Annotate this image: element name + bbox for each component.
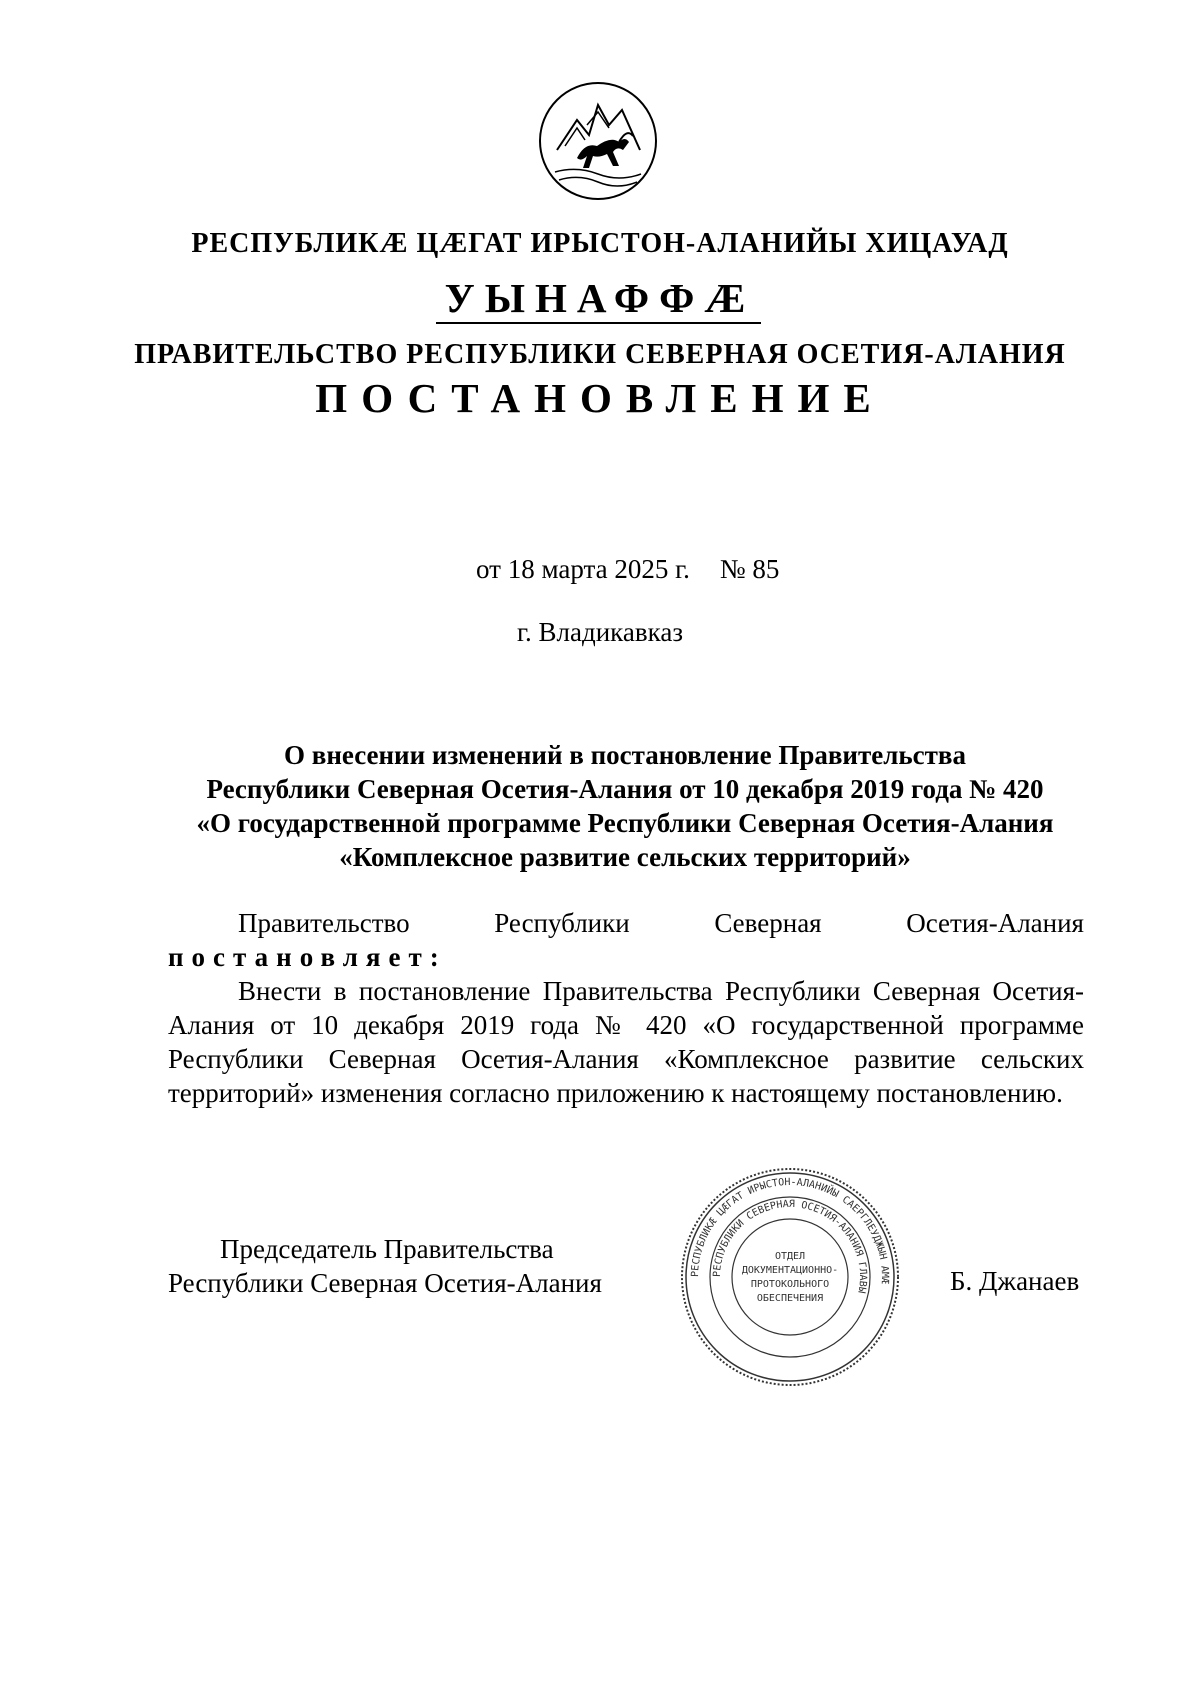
official-seal-icon <box>678 1165 902 1389</box>
city: г. Владикавказ <box>517 617 683 647</box>
preamble-word: Осетия-Алания <box>906 908 1084 938</box>
stamp-center-line: ПРОТОКОЛЬНОГО <box>750 1279 830 1290</box>
document-title <box>160 738 1090 874</box>
title-line: Республики Северная Осетия-Алания от 10 декабря 2019 года № 420 <box>206 774 1044 804</box>
svg-text:РЕСПУБЛИКÆ ЦÆГАТ ИРЫСТОН-АЛАНИ: РЕСПУБЛИКÆ ЦÆГАТ ИРЫСТОН-АЛАНИЙЫ САЕРГЛЕУДЖЫН АМÆ <box>689 1176 891 1285</box>
resolves-word: постановляет: <box>168 942 447 972</box>
ossetian-government-heading: РЕСПУБЛИКÆ ЦÆГАТ ИРЫСТОН-АЛАНИЙЫ ХИЦАУАД <box>191 228 1009 259</box>
stamp-center-line: ОТДЕЛ <box>774 1251 806 1262</box>
svg-text:РЕСПУБЛИКИ СЕВЕРНАЯ ОСЕТИЯ-АЛА: РЕСПУБЛИКИ СЕВЕРНАЯ ОСЕТИЯ-АЛАНИЯ ГЛАВЫ <box>711 1198 869 1294</box>
coat-of-arms-icon <box>537 80 659 202</box>
position-line: Председатель Правительства <box>220 1234 554 1264</box>
preamble-word: Правительство <box>238 908 410 938</box>
russian-government-heading: ПРАВИТЕЛЬСТВО РЕСПУБЛИКИ СЕВЕРНАЯ ОСЕТИЯ-АЛАНИЯ <box>134 339 1066 370</box>
date-line <box>476 554 779 585</box>
signatory-position <box>168 1232 602 1300</box>
title-line: «Комплексное развитие сельских территорий» <box>339 842 911 872</box>
decree-date: от 18 марта 2025 г. <box>476 554 690 584</box>
title-line: О внесении изменений в постановление Правительства <box>284 740 966 770</box>
preamble-word: Северная <box>714 908 822 938</box>
preamble-word: Республики <box>494 908 630 938</box>
stamp-center-line: ДОКУМЕНТАЦИОННО- <box>741 1265 839 1276</box>
stamp-center-line: ОБЕСПЕЧЕНИЯ <box>756 1293 824 1304</box>
russian-decree-heading: ПОСТАНОВЛЕНИЕ <box>315 375 885 421</box>
body-paragraph: Внести в постановление Правительства Республики Северная Осетия-Алания от 10 декабря 2019 года № 420 «О государственной программе Республики Северная Осетия-Алания «Комплексное развитие сельских территорий» изменения согласно приложению к настоящему постановлению. <box>168 976 1084 1108</box>
position-line: Республики Северная Осетия-Алания <box>168 1268 602 1298</box>
decree-number: № 85 <box>719 554 780 584</box>
preamble-line <box>168 906 1084 940</box>
title-line: «О государственной программе Республики Северная Осетия-Алания <box>196 808 1054 838</box>
signatory-name: Б. Джанаев <box>950 1266 1080 1296</box>
header-divider <box>436 322 761 324</box>
ossetian-decree-heading: УЫНАФФÆ <box>444 275 756 321</box>
